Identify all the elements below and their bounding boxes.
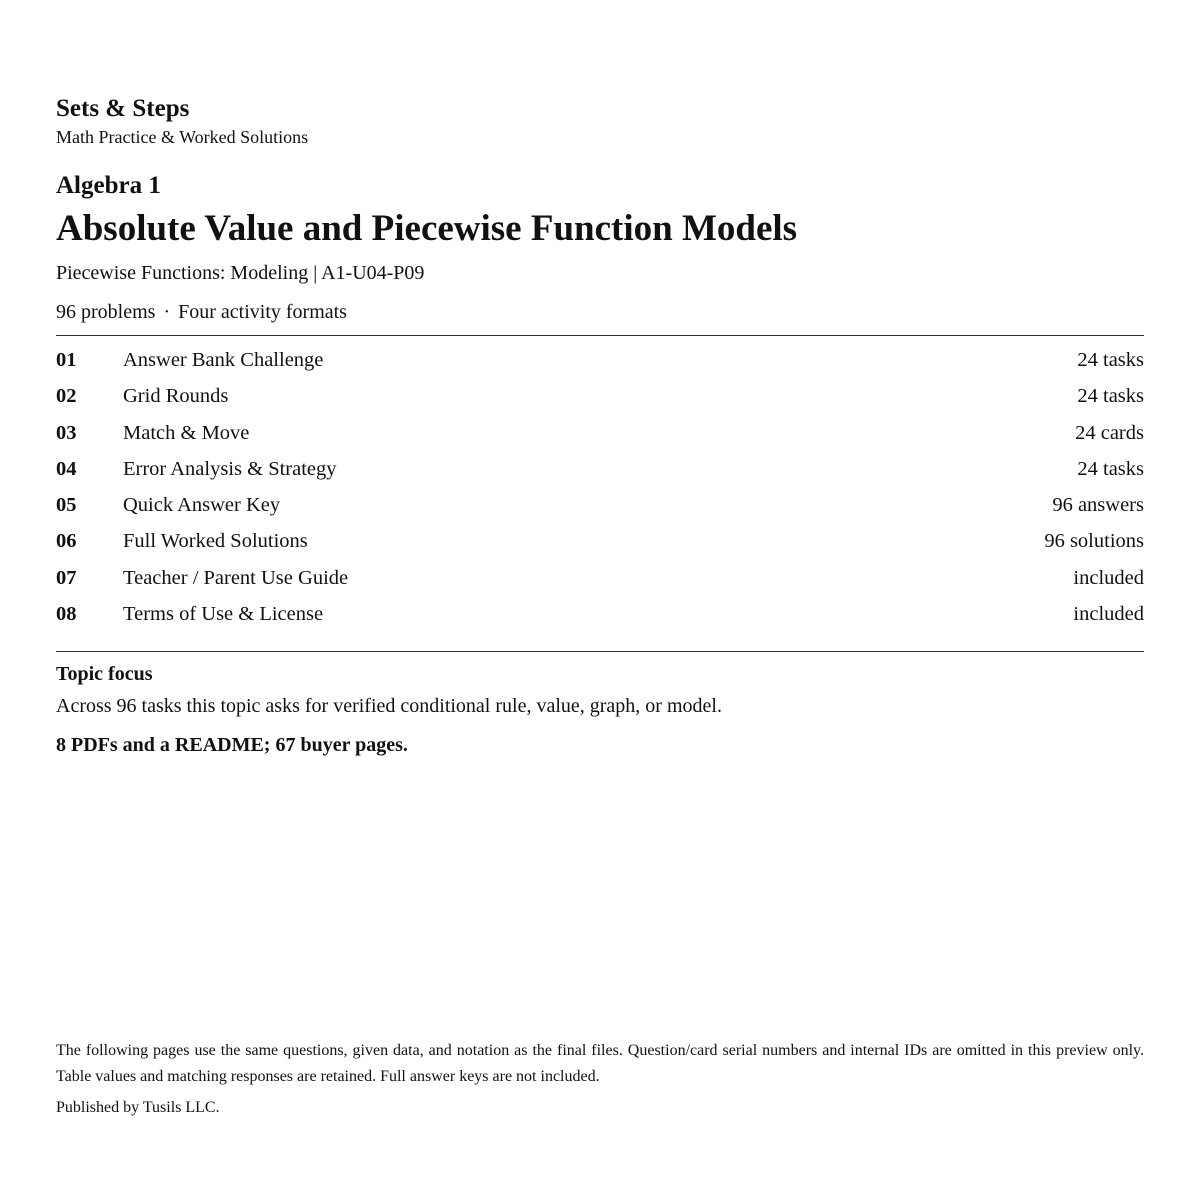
- contents-count: 24 tasks: [1077, 349, 1144, 371]
- contents-row: [56, 560, 1144, 596]
- contents-number: 07: [56, 566, 77, 589]
- divider-bottom: [56, 651, 1144, 652]
- contents-row: [56, 378, 1144, 414]
- contents-name: Full Worked Solutions: [123, 530, 308, 553]
- preview-note: The following pages use the same questions, given data, and notation as the final files. Question/card serial numbers and internal IDs are omitted in this preview only. Table values and matching responses are retained. Full answer keys are not included.: [56, 1042, 1144, 1085]
- product-meta: [56, 299, 347, 325]
- contents-number: 01: [56, 349, 77, 371]
- contents-count: 24 tasks: [1077, 385, 1144, 408]
- contents-row: [56, 523, 1144, 559]
- topic-focus-heading: Topic focus: [56, 663, 153, 685]
- activity-formats: Four activity formats: [178, 301, 347, 323]
- contents-number: 03: [56, 421, 77, 444]
- contents-name: Terms of Use & License: [123, 603, 324, 626]
- contents-number: 08: [56, 603, 77, 626]
- divider-top: [56, 335, 1144, 336]
- brand-name: Sets & Steps: [56, 95, 190, 122]
- page-subtitle: Piecewise Functions: Modeling | A1-U04-P09: [56, 262, 425, 284]
- contents-count: included: [1073, 566, 1144, 589]
- contents-row: [56, 342, 1144, 378]
- contents-count: 96 solutions: [1044, 530, 1144, 553]
- contents-number: 06: [56, 530, 77, 553]
- contents-name: Answer Bank Challenge: [123, 349, 324, 371]
- contents-row: [56, 596, 1144, 632]
- contents-name: Match & Move: [123, 421, 250, 444]
- contents-row: [56, 487, 1144, 523]
- contents-number: 04: [56, 457, 77, 480]
- contents-name: Teacher / Parent Use Guide: [123, 566, 349, 589]
- topic-focus-text: Across 96 tasks this topic asks for verified conditional rule, value, graph, or model.: [56, 695, 722, 717]
- contents-number: 05: [56, 494, 77, 517]
- preview-page: [56, 0, 1144, 1200]
- contents-name: Quick Answer Key: [123, 494, 281, 517]
- problem-count: 96 problems: [56, 301, 156, 323]
- contents-row: [56, 451, 1144, 487]
- publisher-credit: Published by Tusils LLC.: [56, 1099, 220, 1116]
- contents-count: 24 tasks: [1077, 457, 1144, 480]
- contents-number: 02: [56, 385, 77, 408]
- page-title: Absolute Value and Piecewise Function Models: [56, 208, 798, 249]
- file-summary: 8 PDFs and a README; 67 buyer pages.: [56, 734, 408, 756]
- contents-count: included: [1073, 603, 1144, 626]
- meta-separator: ·: [163, 301, 171, 323]
- contents-name: Grid Rounds: [123, 385, 229, 408]
- brand-tagline: Math Practice & Worked Solutions: [56, 127, 309, 147]
- contents-row: [56, 415, 1144, 451]
- contents-count: 96 answers: [1052, 494, 1144, 517]
- course-name: Algebra 1: [56, 172, 161, 199]
- contents-list: [56, 342, 1144, 632]
- contents-name: Error Analysis & Strategy: [123, 457, 337, 480]
- contents-count: 24 cards: [1075, 421, 1144, 444]
